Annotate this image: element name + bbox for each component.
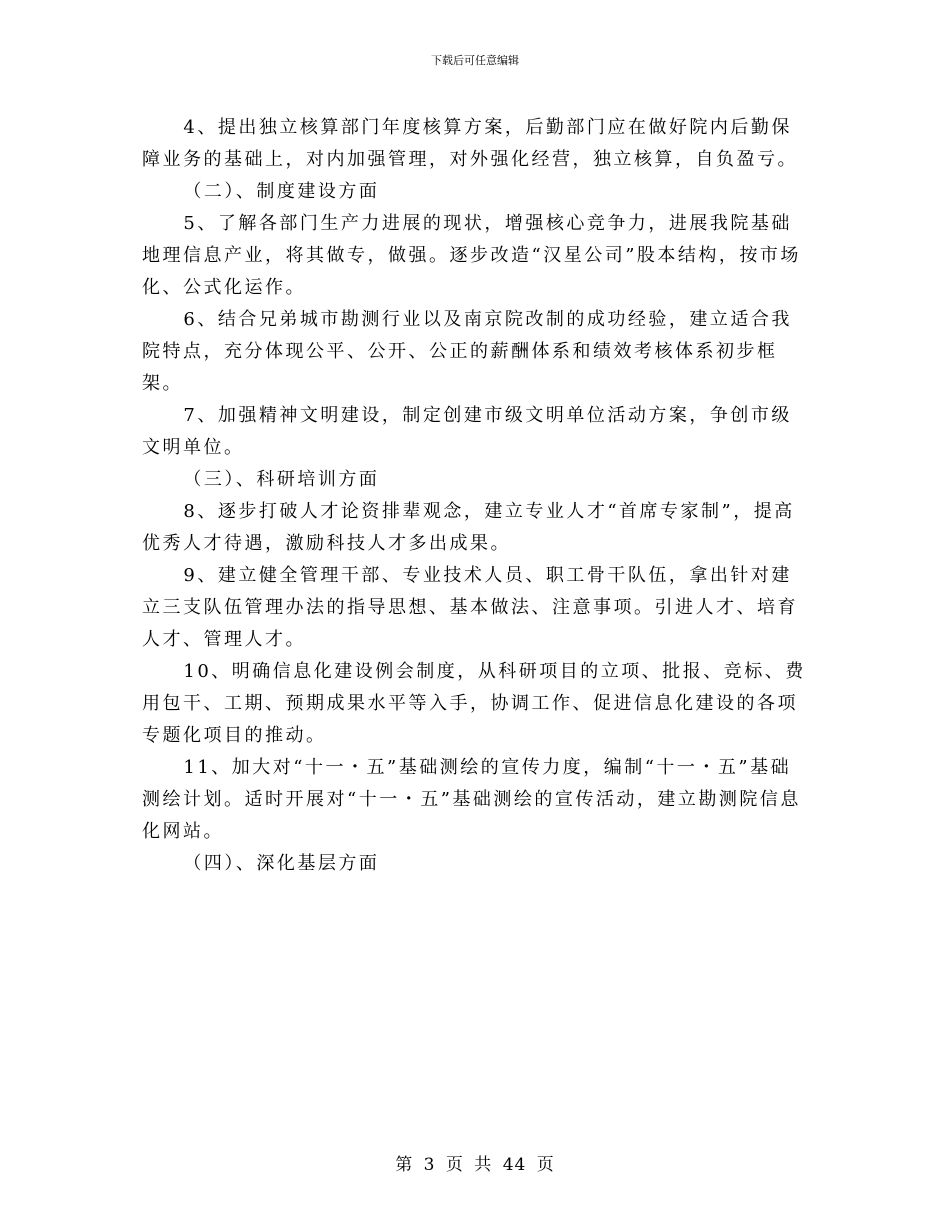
document-body xyxy=(142,112,808,880)
paragraph-item-4: 4、提出独立核算部门年度核算方案，后勤部门应在做好院内后勤保障业务的基础上，对内加强管理，对外强化经营，独立核算，自负盈亏。 xyxy=(142,117,798,170)
paragraph-item-9: 9、建立健全管理干部、专业技术人员、职工骨干队伍，拿出针对建立三支队伍管理办法的指导思想、基本做法、注意事项。引进人才、培育人才、管理人才。 xyxy=(142,565,798,650)
paragraph-item-6: 6、结合兄弟城市勘测行业以及南京院改制的成功经验，建立适合我院特点，充分体现公平、公开、公正的薪酬体系和绩效考核体系初步框架。 xyxy=(142,309,792,394)
section-heading-2: （二）、制度建设方面 xyxy=(183,181,380,202)
section-heading-3: （三）、科研培训方面 xyxy=(183,469,380,490)
paragraph-item-7: 7、加强精神文明建设，制定创建市级文明单位活动方案，争创市级文明单位。 xyxy=(142,405,792,458)
paragraph-item-8: 8、逐步打破人才论资排辈观念，建立专业人才“首席专家制”，提高优秀人才待遇，激励科技人才多出成果。 xyxy=(142,501,795,554)
paragraph-item-11: 11、加大对“十一・五”基础测绘的宣传力度，编制“十一・五”基础测绘计划。适时开展对“十一・五”基础测绘的宣传活动，建立勘测院信息化网站。 xyxy=(142,757,801,842)
section-heading-4: （四）、深化基层方面 xyxy=(183,853,380,874)
paragraph-item-10: 10、明确信息化建设例会制度，从科研项目的立项、批报、竞标、费用包干、工期、预期成果水平等入手，协调工作、促进信息化建设的各项专题化项目的推动。 xyxy=(142,661,806,746)
page-header-note: 下载后可任意编辑 xyxy=(431,54,519,67)
page-number: 第 3 页 共 44 页 xyxy=(395,1155,555,1175)
paragraph-item-5: 5、了解各部门生产力进展的现状，增强核心竞争力，进展我院基础地理信息产业，将其做专，做强。逐步改造“汉星公司”股本结构，按市场化、公式化运作。 xyxy=(142,213,801,298)
